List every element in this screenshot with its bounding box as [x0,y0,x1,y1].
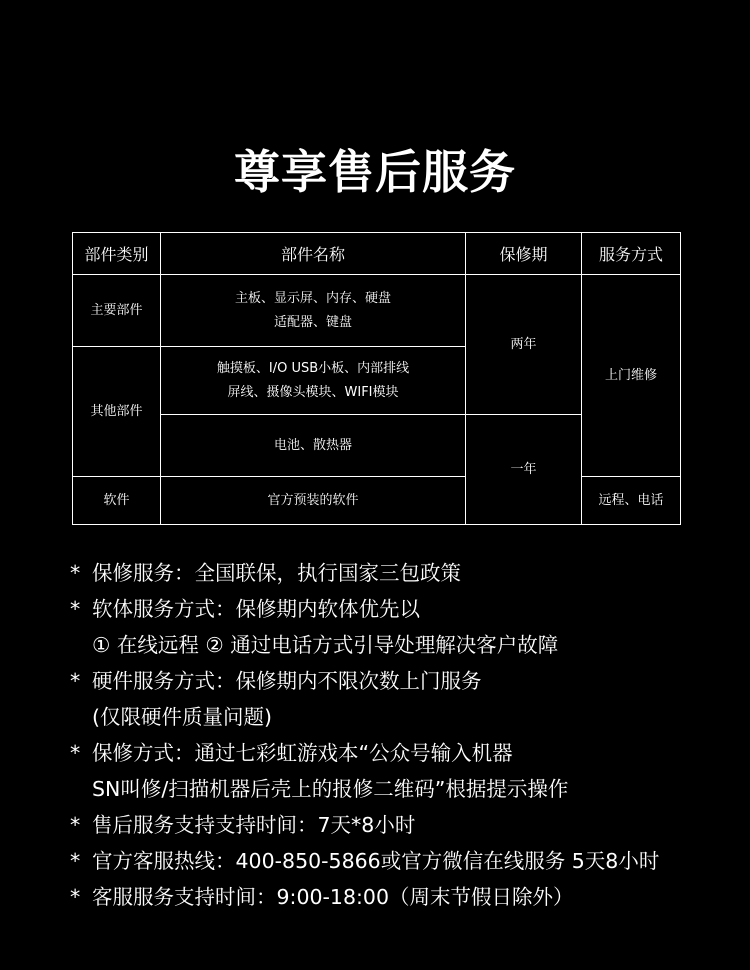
note-bullet: * [70,849,81,873]
part-names-main [161,275,466,347]
note-bullet: * [70,669,81,693]
note-text: SN叫修/扫描机器后壳上的报修二维码”根据提示操作 [92,777,569,801]
part-names-software: 官方预装的软件 [161,477,466,525]
note-bullet [70,771,92,807]
note-text: (仅限硬件质量问题) [92,705,272,729]
service-onsite: 上门维修 [582,275,681,477]
note-item [70,699,745,735]
note-text: 硬件服务方式：保修期内不限次数上门服务 [92,669,482,693]
note-item [70,771,745,807]
note-item [70,735,745,771]
note-text: 保修服务：全国联保，执行国家三包政策 [92,561,461,585]
note-bullet: * [70,813,81,837]
note-bullet [70,627,92,663]
note-bullet: * [70,561,81,585]
note-item [70,807,745,843]
note-bullet: * [70,741,81,765]
service-notes [70,555,745,915]
page-title: 尊享售后服务 [234,145,516,199]
part-names-other-a [161,347,466,415]
note-text: 售后服务支持支持时间：7天*8小时 [92,813,416,837]
note-item [70,879,745,915]
header-part-name: 部件名称 [161,233,466,275]
note-text: 保修方式：通过七彩虹游戏本“公众号输入机器 [92,741,513,765]
table-row [73,477,681,525]
note-item [70,555,745,591]
service-remote: 远程、电话 [582,477,681,525]
note-item [70,627,745,663]
part-names-main-line-2: 适配器、键盘 [273,314,352,330]
note-bullet [70,699,92,735]
category-main-parts: 主要部件 [73,275,161,347]
note-item [70,663,745,699]
category-other-parts: 其他部件 [73,347,161,477]
note-text: 客服服务支持时间：9:00-18:00（周末节假日除外） [92,885,574,909]
note-text: 官方客服热线：400-850-5866或官方微信在线服务 5天8小时 [92,849,660,873]
note-text: ① 在线远程 ② 通过电话方式引导处理解决客户故障 [92,633,559,657]
note-item [70,591,745,627]
warranty-one-year: 一年 [466,415,582,525]
table-row [73,275,681,347]
service-table-container [72,232,680,524]
warranty-two-years: 两年 [466,275,582,415]
part-names-other-b: 电池、散热器 [161,415,466,477]
header-category: 部件类别 [73,233,161,275]
service-table [72,232,681,525]
category-software: 软件 [73,477,161,525]
part-names-other-a-line-1: 触摸板、I/O USB小板、内部排线 [216,360,410,376]
header-service-method: 服务方式 [582,233,681,275]
part-names-other-a-line-2: 屏线、摄像头模块、WIFI模块 [227,384,399,400]
note-item [70,843,745,879]
note-bullet: * [70,597,81,621]
note-text: 软体服务方式：保修期内软体优先以 [92,597,420,621]
note-bullet: * [70,885,81,909]
part-names-main-line-1: 主板、显示屏、内存、硬盘 [234,290,391,306]
header-warranty: 保修期 [466,233,582,275]
table-header-row [73,233,681,275]
